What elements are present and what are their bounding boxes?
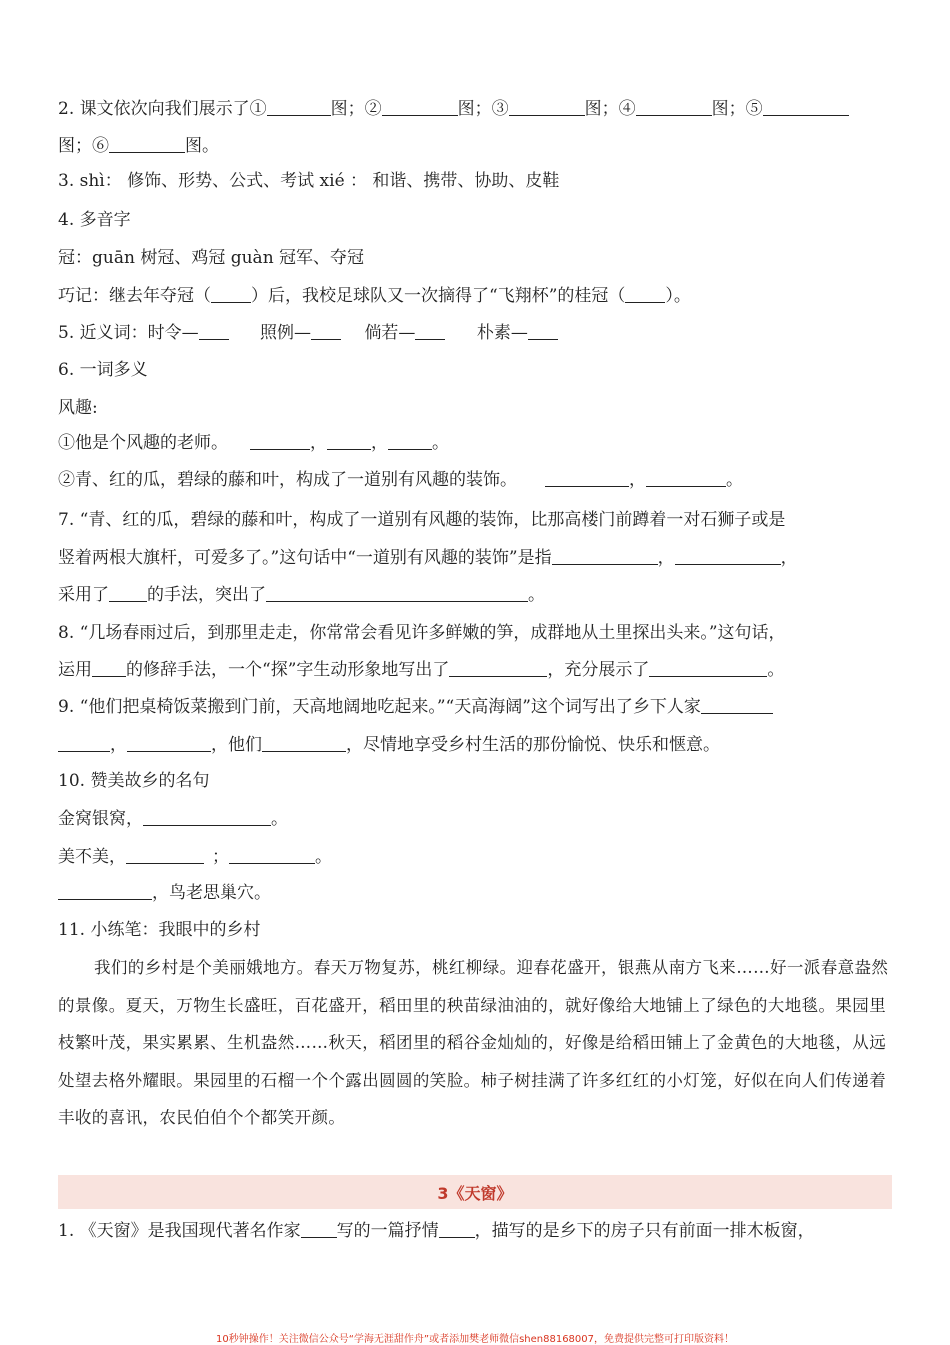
answer-blank[interactable] xyxy=(92,658,126,677)
answer-blank[interactable] xyxy=(636,97,712,116)
question-4-mnemonic: 巧记：继去年夺冠（ ）后，我校足球队又一次摘得了“飞翔杯”的桂冠（ ）。 xyxy=(58,286,691,306)
answer-blank[interactable] xyxy=(301,1219,337,1238)
answer-blank[interactable] xyxy=(388,431,432,450)
answer-blank[interactable] xyxy=(199,321,229,340)
answer-blank[interactable] xyxy=(552,546,658,565)
answer-blank[interactable] xyxy=(763,97,849,116)
answer-blank[interactable] xyxy=(449,658,547,677)
question-5: 5. 近义词：时令— 照例— 倘若— 朴素— xyxy=(58,321,906,345)
section-3-question-1: 1. 《天窗》是我国现代著名作家 写的一篇抒情 ，描写的是乡下的房子只有前面一排木板窗， xyxy=(58,1221,815,1241)
q2-text: 2. 课文依次向我们展示了① xyxy=(58,99,267,119)
answer-blank[interactable] xyxy=(267,97,331,116)
question-10-phrase-3: ，鸟老思巢穴。 xyxy=(58,881,906,905)
question-6-sentence-1: ①他是个风趣的老师。 ， ， 。 xyxy=(58,433,449,453)
question-4-title: 4. 多音字 xyxy=(58,210,131,230)
answer-blank[interactable] xyxy=(229,845,315,864)
answer-blank[interactable] xyxy=(143,807,271,826)
question-6-title: 6. 一词多义 xyxy=(58,360,148,380)
answer-blank[interactable] xyxy=(646,468,726,487)
question-9-line-2: ， ，他们 ，尽情地享受乡村生活的那份愉悦、快乐和惬意。 xyxy=(58,733,906,757)
answer-blank[interactable] xyxy=(382,97,458,116)
question-7-line-3: 采用了 的手法，突出了 。 xyxy=(58,585,545,605)
answer-blank[interactable] xyxy=(311,321,341,340)
question-8-line-1: 8. “几场春雨过后，到那里走走，你常常会看见许多鲜嫩的笋，成群地从土里探出头来。”这句话， xyxy=(58,623,786,643)
answer-blank[interactable] xyxy=(127,733,211,752)
answer-blank[interactable] xyxy=(58,881,152,900)
question-6-word: 风趣: xyxy=(58,398,98,418)
question-2-line-1: 2. 课文依次向我们展示了① 图；② 图；③ 图；④ 图；⑤ xyxy=(58,97,906,121)
question-9-line-1: 9. “他们把桌椅饭菜搬到门前，天高地阔地吃起来。”“天高海阔”这个词写出了乡下人家 xyxy=(58,695,906,719)
answer-blank[interactable] xyxy=(545,468,629,487)
answer-blank[interactable] xyxy=(528,321,558,340)
answer-blank[interactable] xyxy=(675,546,781,565)
question-3: 3. shì： 修饰、形势、公式、考试 xié ： 和谐、携带、协助、皮鞋 xyxy=(58,171,560,191)
answer-blank[interactable] xyxy=(58,733,110,752)
question-4-polyphone: 冠：guān 树冠、鸡冠 guàn 冠军、夺冠 xyxy=(58,248,365,268)
answer-blank[interactable] xyxy=(509,97,585,116)
answer-blank[interactable] xyxy=(109,583,147,602)
answer-blank[interactable] xyxy=(649,658,767,677)
section-header-tianchuang xyxy=(58,1175,892,1209)
answer-blank[interactable] xyxy=(211,284,251,303)
answer-blank[interactable] xyxy=(262,733,346,752)
section-title: 3《天窗》 xyxy=(437,1183,513,1203)
question-10-phrase-1: 金窝银窝， 。 xyxy=(58,809,288,829)
question-8-line-2: 运用 的修辞手法，一个“探”字生动形象地写出了 ，充分展示了 。 xyxy=(58,660,785,680)
answer-blank[interactable] xyxy=(439,1219,475,1238)
question-7-line-1: 7. “青、红的瓜，碧绿的藤和叶，构成了一道别有风趣的装饰，比那高楼门前蹲着一对石狮子或是 xyxy=(58,510,786,530)
answer-blank[interactable] xyxy=(625,284,665,303)
answer-blank[interactable] xyxy=(126,845,204,864)
sample-essay-paragraph: 我们的乡村是个美丽娥地方。春天万物复苏，桃红柳绿。迎春花盛开，银燕从南方飞来……好一派春意盎然的景像。夏天，万物生长盛旺，百花盛开，稻田里的秧苗绿油油的，就好像给大地铺上了绿色的大地毯。果园里枝繁叶茂，果实累累、生机盎然……秋天，稻团里的稻谷金灿灿的，好像是给稻田铺上了金黄色的大地毯，从远处望去格外耀眼。果园里的石榴一个个露出圆圆的笑脸。柿子树挂满了许多红红的小灯笼，好似在向人们传递着丰收的喜讯，农民伯伯个个都笑开颜。 xyxy=(58,958,889,1127)
answer-blank[interactable] xyxy=(109,134,185,153)
answer-blank[interactable] xyxy=(327,431,371,450)
answer-blank[interactable] xyxy=(250,431,310,450)
promo-footer: 10秒钟操作！关注微信公众号“学海无涯甜作舟”或者添加樊老师微信shen88168007，免费提供完整可打印版资料！ xyxy=(215,1334,735,1345)
answer-blank[interactable] xyxy=(266,583,528,602)
question-10-title: 10. 赞美故乡的名句 xyxy=(58,771,210,791)
question-7-line-2: 竖着两根大旗杆，可爱多了。”这句话中“一道别有风趣的装饰”是指 ， ， xyxy=(58,548,798,568)
answer-blank[interactable] xyxy=(701,695,773,714)
question-6-sentence-2: ②青、红的瓜，碧绿的藤和叶，构成了一道别有风趣的装饰。 ， 。 xyxy=(58,470,743,490)
question-11-title: 11. 小练笔：我眼中的乡村 xyxy=(58,920,261,940)
question-10-phrase-2: 美不美， ； 。 xyxy=(58,847,332,867)
question-2-line-2: 图；⑥ 图。 xyxy=(58,136,219,156)
answer-blank[interactable] xyxy=(415,321,445,340)
